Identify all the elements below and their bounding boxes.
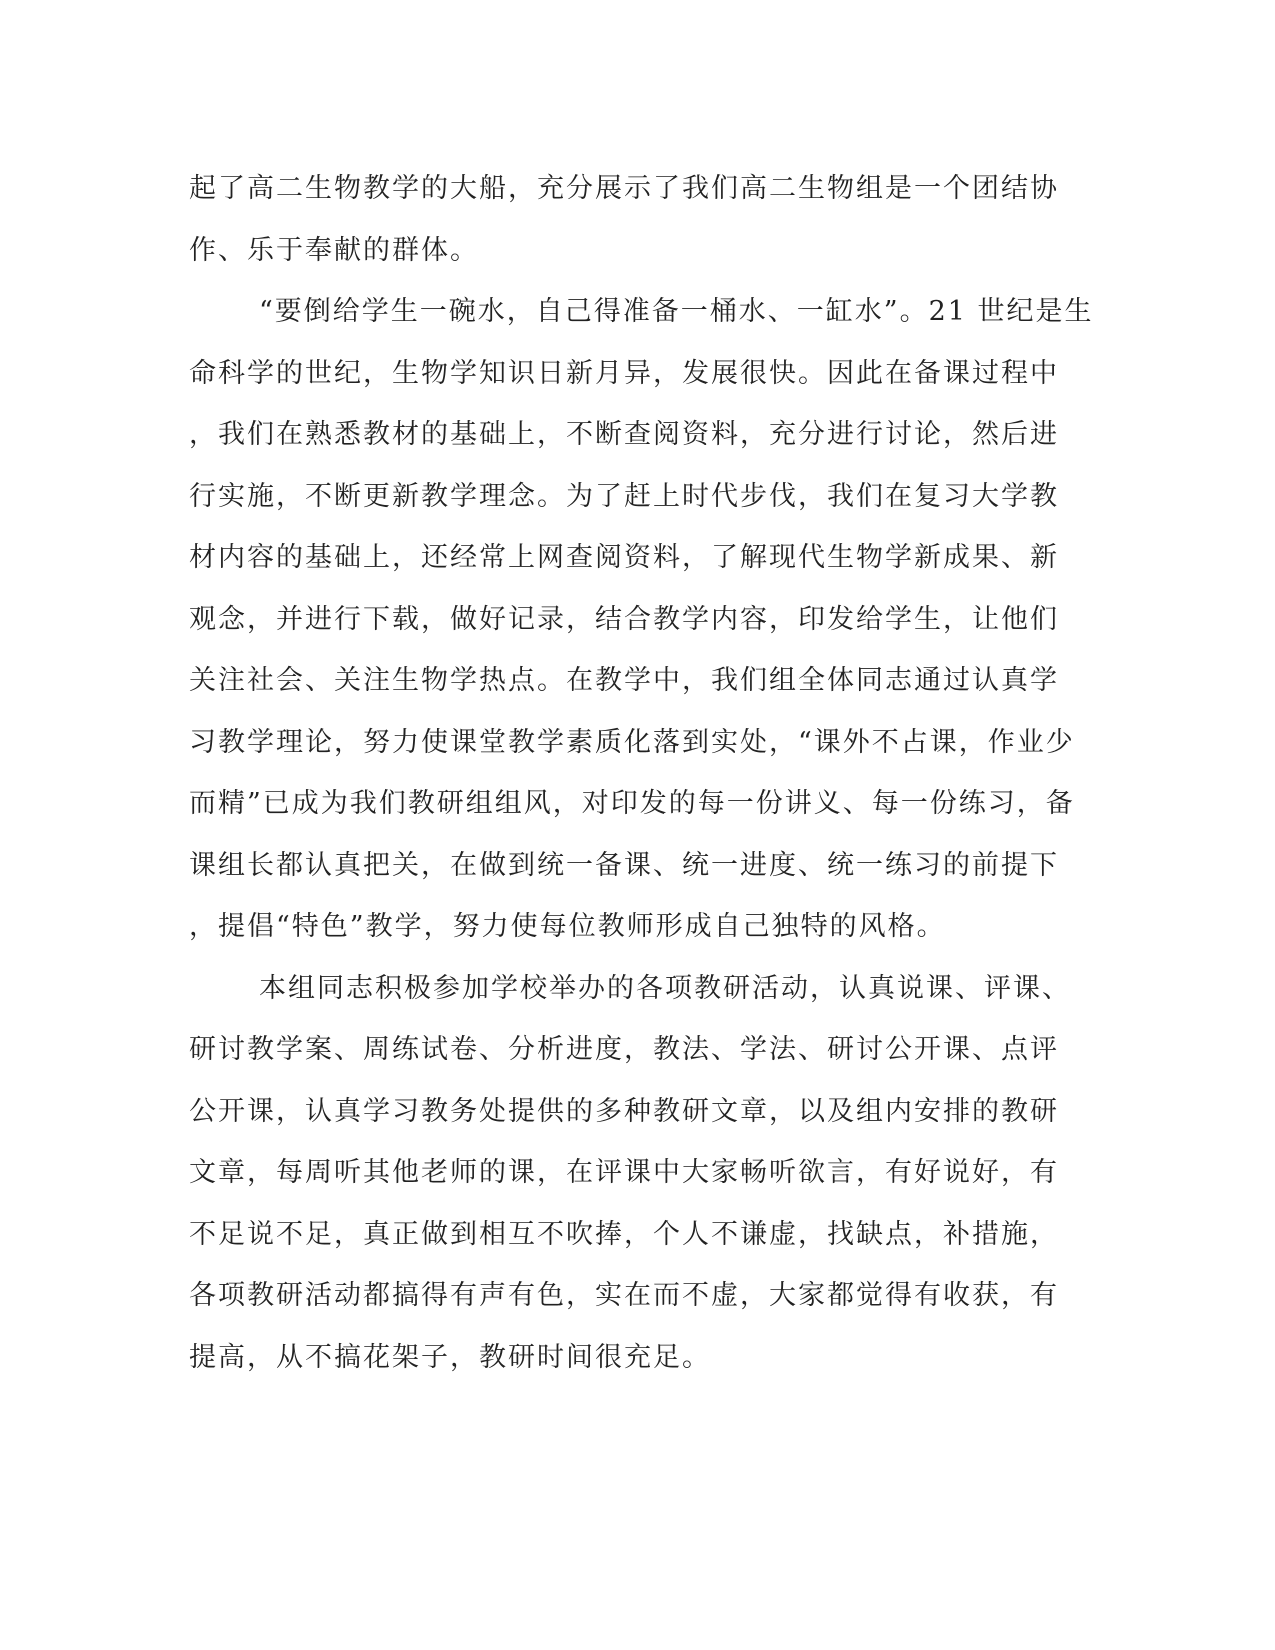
text-line: 习教学理论，努力使课堂教学素质化落到实处，“课外不占课，作业少 xyxy=(189,726,1075,758)
text-line: 行实施，不断更新教学理念。为了赶上时代步伐，我们在复习大学教 xyxy=(189,480,1059,512)
text-line: 公开课，认真学习教务处提供的多种教研文章，以及组内安排的教研 xyxy=(189,1095,1059,1127)
text-line: 关注社会、关注生物学热点。在教学中，我们组全体同志通过认真学 xyxy=(189,665,1059,696)
paragraph-start-line: 本组同志积极参加学校举办的各项教研活动，认真说课、评课、 xyxy=(259,972,1071,1004)
text-line: 课组长都认真把关，在做到统一备课、统一进度、统一练习的前提下 xyxy=(189,849,1059,881)
document-body xyxy=(189,158,1094,1388)
text-line: ，我们在熟悉教材的基础上，不断查阅资料，充分进行讨论，然后进 xyxy=(189,419,1059,450)
paragraph-start-line: “要倒给学生一碗水，自己得准备一桶水、一缸水”。21 世纪是生 xyxy=(259,296,1094,327)
text-line: 各项教研活动都搞得有声有色，实在而不虚，大家都觉得有收获，有 xyxy=(189,1280,1059,1311)
text-line: 材内容的基础上，还经常上网查阅资料，了解现代生物学新成果、新 xyxy=(189,542,1059,573)
text-line: 文章，每周听其他老师的课，在评课中大家畅听欲言，有好说好，有 xyxy=(189,1157,1059,1188)
text-line: 观念，并进行下载，做好记录，结合教学内容，印发给学生，让他们 xyxy=(189,603,1059,635)
text-line: 命科学的世纪，生物学知识日新月异，发展很快。因此在备课过程中 xyxy=(189,357,1059,389)
text-line: 起了高二生物教学的大船，充分展示了我们高二生物组是一个团结协 xyxy=(189,173,1059,204)
text-line: 而精”已成为我们教研组组风，对印发的每一份讲义、每一份练习，备 xyxy=(189,788,1075,819)
text-line: 作、乐于奉献的群体。 xyxy=(189,234,479,266)
text-line: 不足说不足，真正做到相互不吹捧，个人不谦虚，找缺点，补措施， xyxy=(189,1218,1059,1250)
text-line: 研讨教学案、周练试卷、分析进度，教法、学法、研讨公开课、点评 xyxy=(189,1034,1059,1065)
text-line: 提高，从不搞花架子，教研时间很充足。 xyxy=(189,1341,711,1373)
text-line: ，提倡“特色”教学，努力使每位教师形成自己独特的风格。 xyxy=(189,911,946,942)
